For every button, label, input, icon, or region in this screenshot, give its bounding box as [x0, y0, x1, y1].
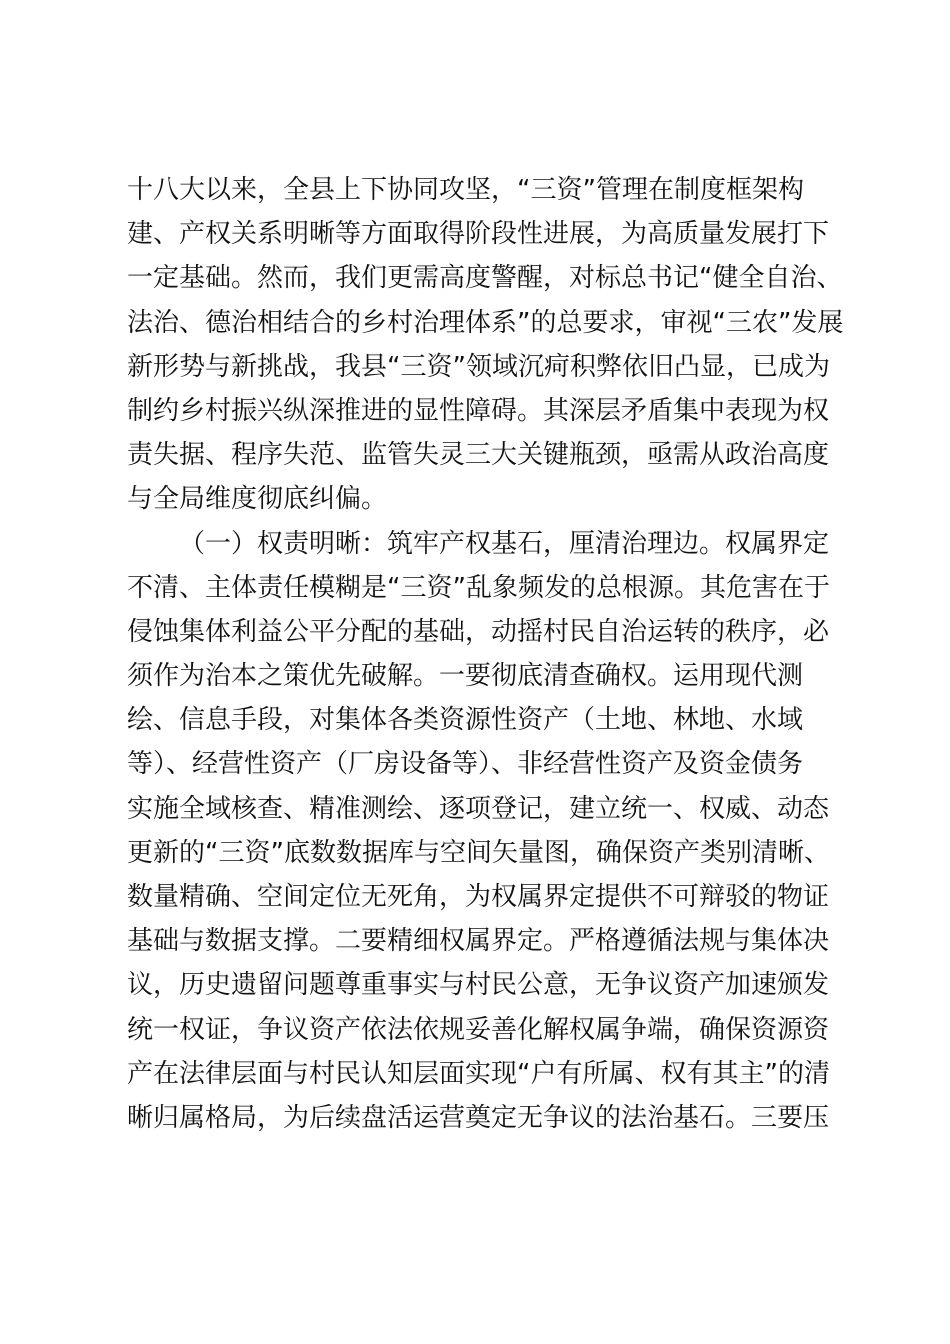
- text-line: 产在法律层面与村民认知层面实现“户有所属、权有其主”的清: [127, 1058, 830, 1089]
- text-line: 建、产权关系明晰等方面取得阶段性进展，为高质量发展打下: [127, 219, 830, 250]
- text-line: 议，历史遗留问题尊重事实与村民公意，无争议资产加速颁发: [127, 970, 830, 1001]
- text-line: 不清、主体责任模糊是“三资”乱象频发的总根源。其危害在于: [127, 572, 830, 603]
- text-line: 基础与数据支撑。二要精细权属界定。严格遵循法规与集体决: [127, 926, 830, 957]
- text-line: 须作为治本之策优先破解。一要彻底清查确权。运用现代测: [127, 661, 804, 692]
- text-line: 新形势与新挑战，我县“三资”领域沉疴积弊依旧凸显，已成为: [127, 351, 830, 382]
- text-line: 与全局维度彻底纠偏。: [127, 484, 388, 515]
- text-line: 更新的“三资”底数数据库与空间矢量图，确保资产类别清晰、: [127, 837, 830, 868]
- text-line: 责失据、程序失范、监管失灵三大关键瓶颈，亟需从政治高度: [127, 440, 830, 471]
- text-line: 侵蚀集体利益公平分配的基础，动摇村民自治运转的秩序，必: [127, 616, 830, 647]
- text-line: 等）、经营性资产（厂房设备等）、非经营性资产及资金债务: [127, 749, 804, 780]
- text-line: 法治、德治相结合的乡村治理体系”的总要求，审视“三农”发展: [127, 307, 844, 338]
- text-line: 统一权证，争议资产依法依规妥善化解权属争端，确保资源资: [127, 1014, 830, 1045]
- text-line: 绘、信息手段，对集体各类资源性资产（土地、林地、水域: [127, 705, 804, 736]
- text-line: 一定基础。然而，我们更需高度警醒，对标总书记“健全自治、: [127, 263, 843, 294]
- text-line: 实施全域核查、精准测绘、逐项登记，建立统一、权威、动态: [127, 793, 830, 824]
- text-line: 十八大以来，全县上下协同攻坚，“三资”管理在制度框架构: [127, 175, 804, 205]
- text-line: 晰归属格局，为后续盘活运营奠定无争议的法治基石。三要压: [127, 1102, 830, 1133]
- text-line: 数量精确、空间定位无死角，为权属界定提供不可辩驳的物证: [127, 882, 830, 912]
- text-line: 制约乡村振兴纵深推进的显性障碍。其深层矛盾集中表现为权: [127, 395, 830, 426]
- body-text: [127, 168, 847, 1140]
- section-heading-line: （一）权责明晰：筑牢产权基石，厘清治理边。权属界定: [179, 528, 830, 559]
